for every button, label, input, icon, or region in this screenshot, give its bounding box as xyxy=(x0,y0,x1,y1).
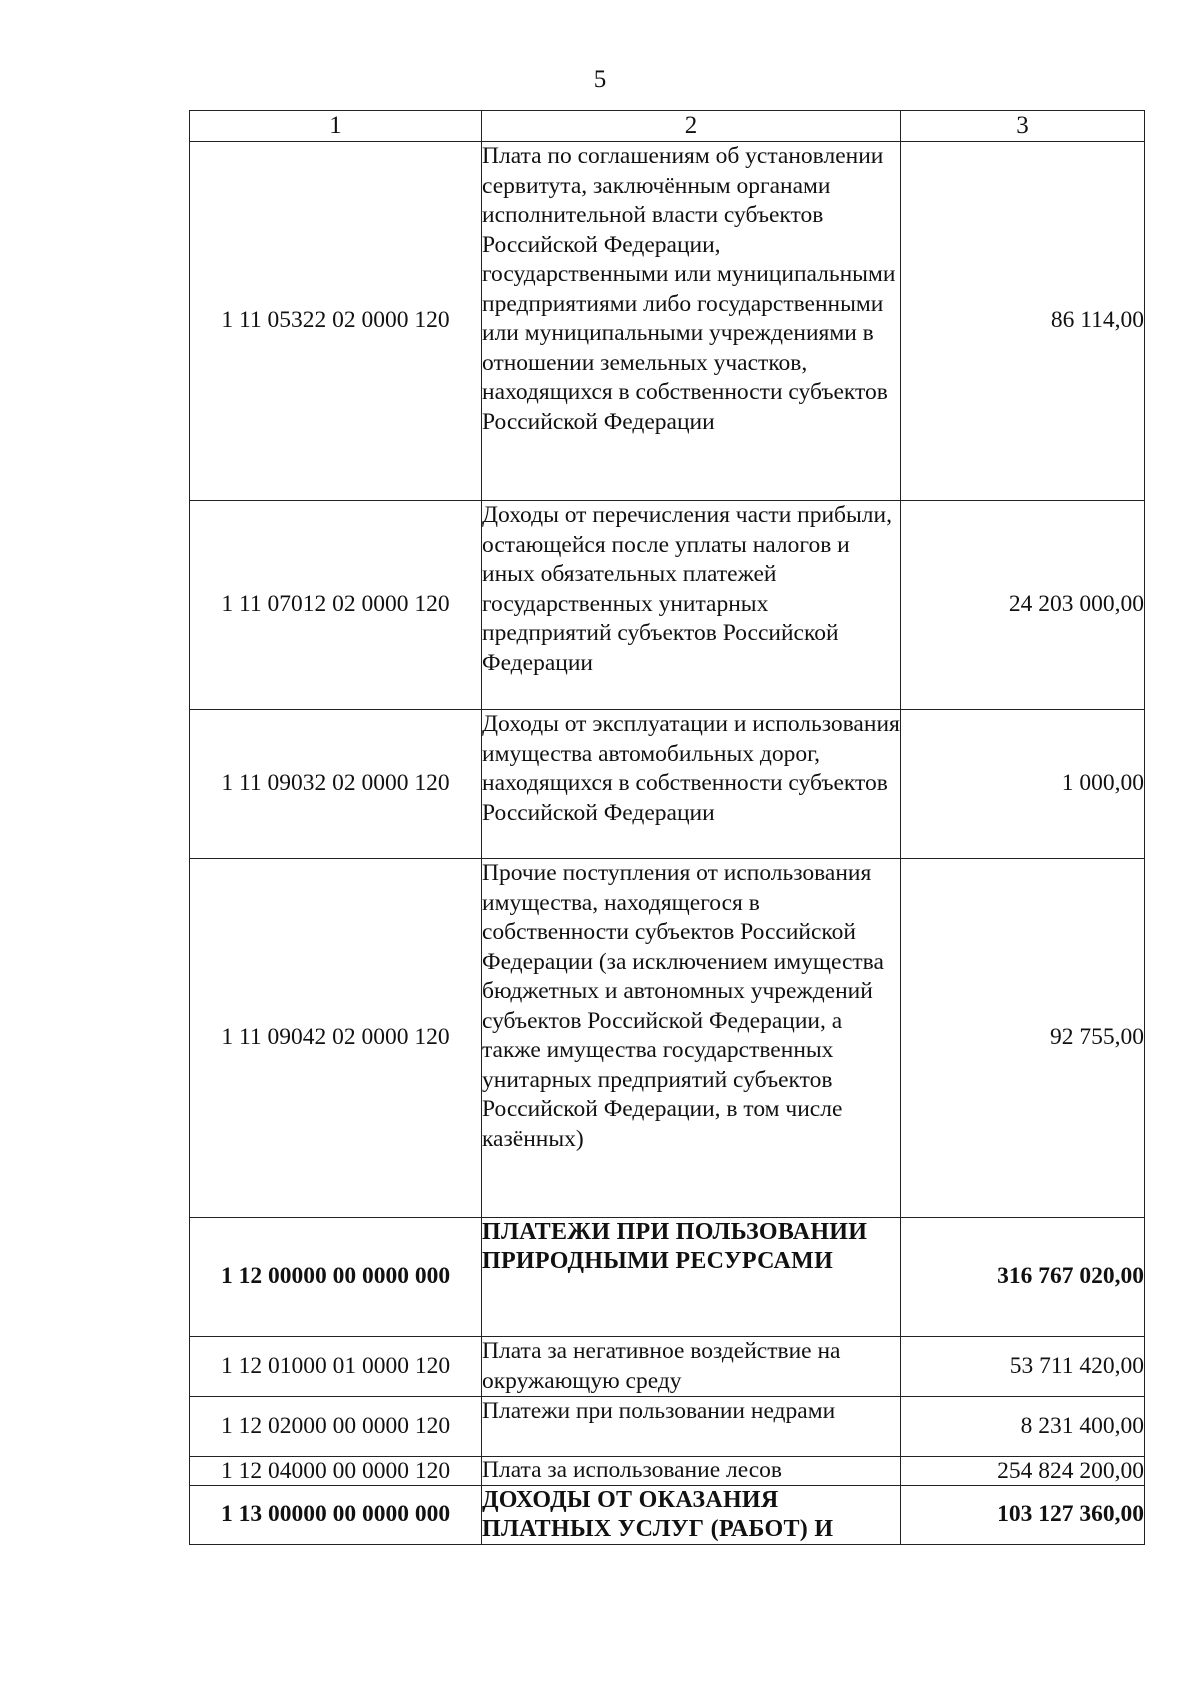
revenue-name: Доходы от эксплуатации и использования имущества автомобильных дорог, находящихся в собственности субъектов Российской Федерации xyxy=(482,710,901,859)
revenue-amount: 24 203 000,00 xyxy=(901,501,1145,710)
revenue-amount: 1 000,00 xyxy=(901,710,1145,859)
revenue-code: 1 11 09042 02 0000 120 xyxy=(190,859,482,1218)
revenue-code: 1 12 04000 00 0000 120 xyxy=(190,1457,482,1486)
column-header-name: 2 xyxy=(482,111,901,142)
revenue-amount: 92 755,00 xyxy=(901,859,1145,1218)
section-code: 1 13 00000 00 0000 000 xyxy=(190,1486,482,1545)
table-row xyxy=(190,1457,1145,1486)
table-header-row xyxy=(190,111,1145,142)
section-amount: 103 127 360,00 xyxy=(901,1486,1145,1545)
revenue-name: Платежи при пользовании недрами xyxy=(482,1397,901,1457)
table-row-section xyxy=(190,1486,1145,1545)
page-number: 5 xyxy=(593,66,607,93)
revenue-amount: 86 114,00 xyxy=(901,142,1145,501)
column-header-amount: 3 xyxy=(901,111,1145,142)
revenue-code: 1 12 01000 01 0000 120 xyxy=(190,1337,482,1397)
section-code: 1 12 00000 00 0000 000 xyxy=(190,1218,482,1337)
table-row xyxy=(190,710,1145,859)
column-header-code: 1 xyxy=(190,111,482,142)
table-row xyxy=(190,1337,1145,1397)
revenue-name: Плата за использование лесов xyxy=(482,1457,901,1486)
revenue-table xyxy=(189,110,1145,1545)
revenue-code: 1 11 05322 02 0000 120 xyxy=(190,142,482,501)
section-amount: 316 767 020,00 xyxy=(901,1218,1145,1337)
revenue-code: 1 11 09032 02 0000 120 xyxy=(190,710,482,859)
revenue-name: Плата за негативное воздействие на окружающую среду xyxy=(482,1337,901,1397)
revenue-amount: 53 711 420,00 xyxy=(901,1337,1145,1397)
section-name: ПЛАТЕЖИ ПРИ ПОЛЬЗОВАНИИ ПРИРОДНЫМИ РЕСУРСАМИ xyxy=(482,1218,901,1337)
table-row xyxy=(190,142,1145,501)
revenue-amount: 8 231 400,00 xyxy=(901,1397,1145,1457)
revenue-name: Доходы от перечисления части прибыли, остающейся после уплаты налогов и иных обязательных платежей государственных унитарных предприятий субъектов Российской Федерации xyxy=(482,501,901,710)
table-row xyxy=(190,1397,1145,1457)
table-row xyxy=(190,859,1145,1218)
section-name: ДОХОДЫ ОТ ОКАЗАНИЯ ПЛАТНЫХ УСЛУГ (РАБОТ) И xyxy=(482,1486,901,1545)
table-row-section xyxy=(190,1218,1145,1337)
revenue-amount: 254 824 200,00 xyxy=(901,1457,1145,1486)
table-row xyxy=(190,501,1145,710)
revenue-code: 1 11 07012 02 0000 120 xyxy=(190,501,482,710)
revenue-code: 1 12 02000 00 0000 120 xyxy=(190,1397,482,1457)
revenue-name: Прочие поступления от использования имущества, находящегося в собственности субъектов Российской Федерации (за исключением имущества бюджетных и автономных учреждений субъектов Российской Федерации, а также имущества государственных унитарных предприятий субъектов Российской Федерации, в том числе казённых) xyxy=(482,859,901,1218)
revenue-name: Плата по соглашениям об установлении сервитута, заключённым органами исполнительной власти субъектов Российской Федерации, государственными или муниципальными предприятиями либо государственными или муниципальными учреждениями в отношении земельных участков, находящихся в собственности субъектов Российской Федерации xyxy=(482,142,901,501)
